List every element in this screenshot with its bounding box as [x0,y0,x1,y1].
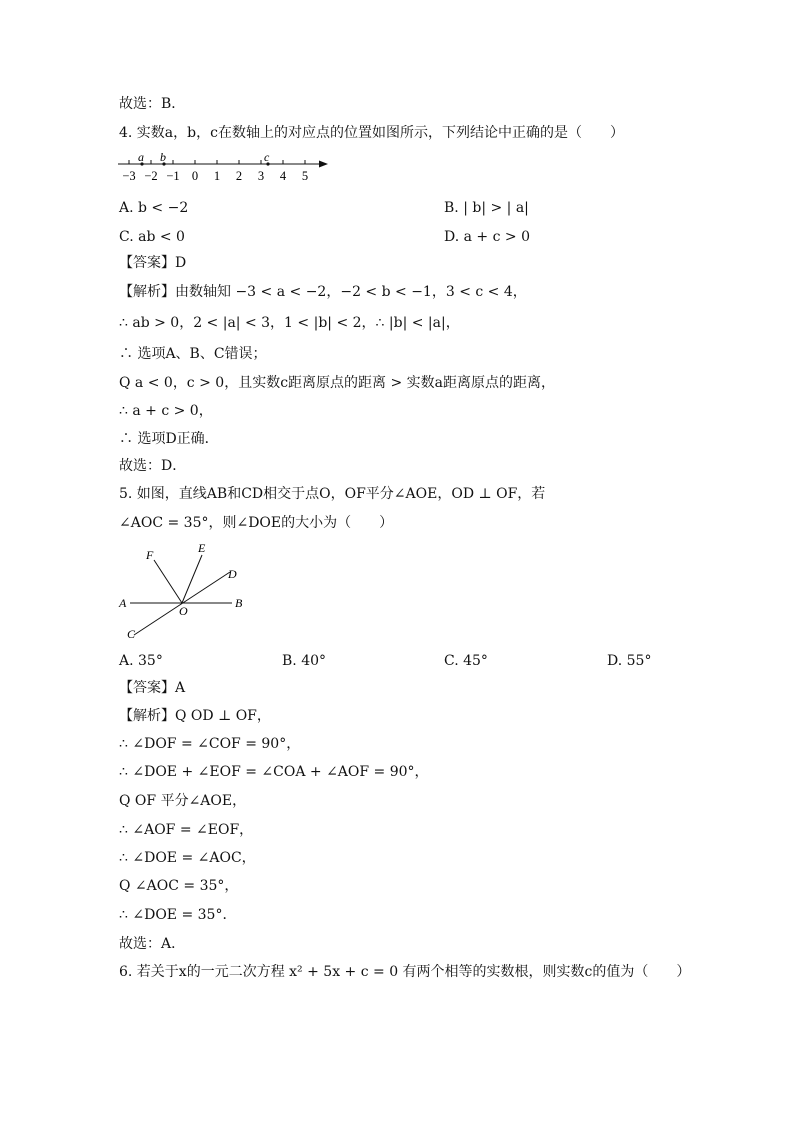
q6-stem: 6. 若关于x的一元二次方程 x² + 5x + c = 0 有两个相等的实数根，则实数c的值为（ ） [119,964,691,980]
label-d: D [228,567,237,581]
q5-option-d: D. 55° [607,653,652,669]
tick-label: −1 [166,169,180,183]
q5-option-a: A. 35° [119,653,163,669]
q4-analysis-line: 【解析】由数轴知 −3 < a < −2，−2 < b < −1，3 < c < 4， [119,284,527,300]
ray-of [154,560,182,603]
label-c: C [127,627,136,641]
label-a: A [119,596,127,610]
q5-analysis-line: ∴ ∠DOE + ∠EOF = ∠COA + ∠AOF = 90°， [119,764,429,780]
point-b-label: b [160,152,166,164]
q5-stem-line-2: ∠AOC = 35°，则∠DOE的大小为（ ） [119,515,394,531]
intersecting-lines-figure [116,538,266,644]
q5-analysis-line: Q ∠AOC = 35°， [119,878,239,894]
q5-analysis-line: 【解析】Q OD ⊥ OF， [119,708,271,724]
q4-answer: 【答案】D [119,255,187,271]
q5-analysis-line: Q OF 平分∠AOE， [119,793,247,809]
point-c-label: c [264,152,270,164]
tick-label: −2 [144,169,158,183]
tick-label: 1 [213,169,221,183]
tick-label: 4 [279,169,287,183]
tick-label: 2 [235,169,243,183]
q5-answer: 【答案】A [119,680,186,696]
tick-label: 3 [257,169,265,183]
prev-answer-line: 故选：B． [119,96,186,112]
q5-stem-line-1: 5. 如图，直线AB和CD相交于点O，OF平分∠AOE，OD ⊥ OF，若 [119,486,546,502]
number-line-ticks [129,160,305,164]
q4-analysis-line: ∴ 选项A、B、C错误； [119,346,267,362]
q4-analysis-line: Q a < 0，c > 0，且实数c距离原点的距离 > 实数a距离原点的距离， [119,375,556,391]
label-e: E [198,541,206,555]
q5-analysis-line: ∴ ∠DOE = ∠AOC， [119,850,256,866]
q5-analysis-line: 故选：A． [119,936,186,952]
q5-analysis-line: ∴ ∠DOE = 35°． [119,907,237,923]
tick-label: 5 [301,169,309,183]
tick-label: 0 [191,169,199,183]
q5-option-c: C. 45° [444,653,488,669]
q4-option-b: B. | b| > | a| [444,200,529,216]
point-a-label: a [138,152,144,164]
q4-analysis-line: ∴ a + c > 0， [119,403,213,419]
q4-analysis-line: ∴ 选项D正确． [119,431,219,447]
label-o: O [179,604,188,618]
number-line-arrow [319,161,328,168]
label-f: F [146,548,154,562]
q4-option-d: D. a + c > 0 [444,229,530,245]
q5-analysis-line: ∴ ∠AOF = ∠EOF， [119,822,254,838]
q4-option-a: A. b < −2 [119,200,189,216]
q5-option-b: B. 40° [282,653,327,669]
q4-analysis-line: 故选：D． [119,458,187,474]
q4-analysis-line: ∴ ab > 0，2 < |a| < 3，1 < |b| < 2，∴ |b| < |a|， [119,315,460,331]
q4-option-c: C. ab < 0 [119,229,185,245]
ray-oe [182,555,202,603]
q4-stem: 4. 实数a，b，c在数轴上的对应点的位置如图所示，下列结论中正确的是（ ） [119,125,624,141]
label-b: B [235,596,243,610]
number-line-figure [116,152,336,184]
tick-label: −3 [122,169,136,183]
q5-analysis-line: ∴ ∠DOF = ∠COF = 90°， [119,736,301,752]
